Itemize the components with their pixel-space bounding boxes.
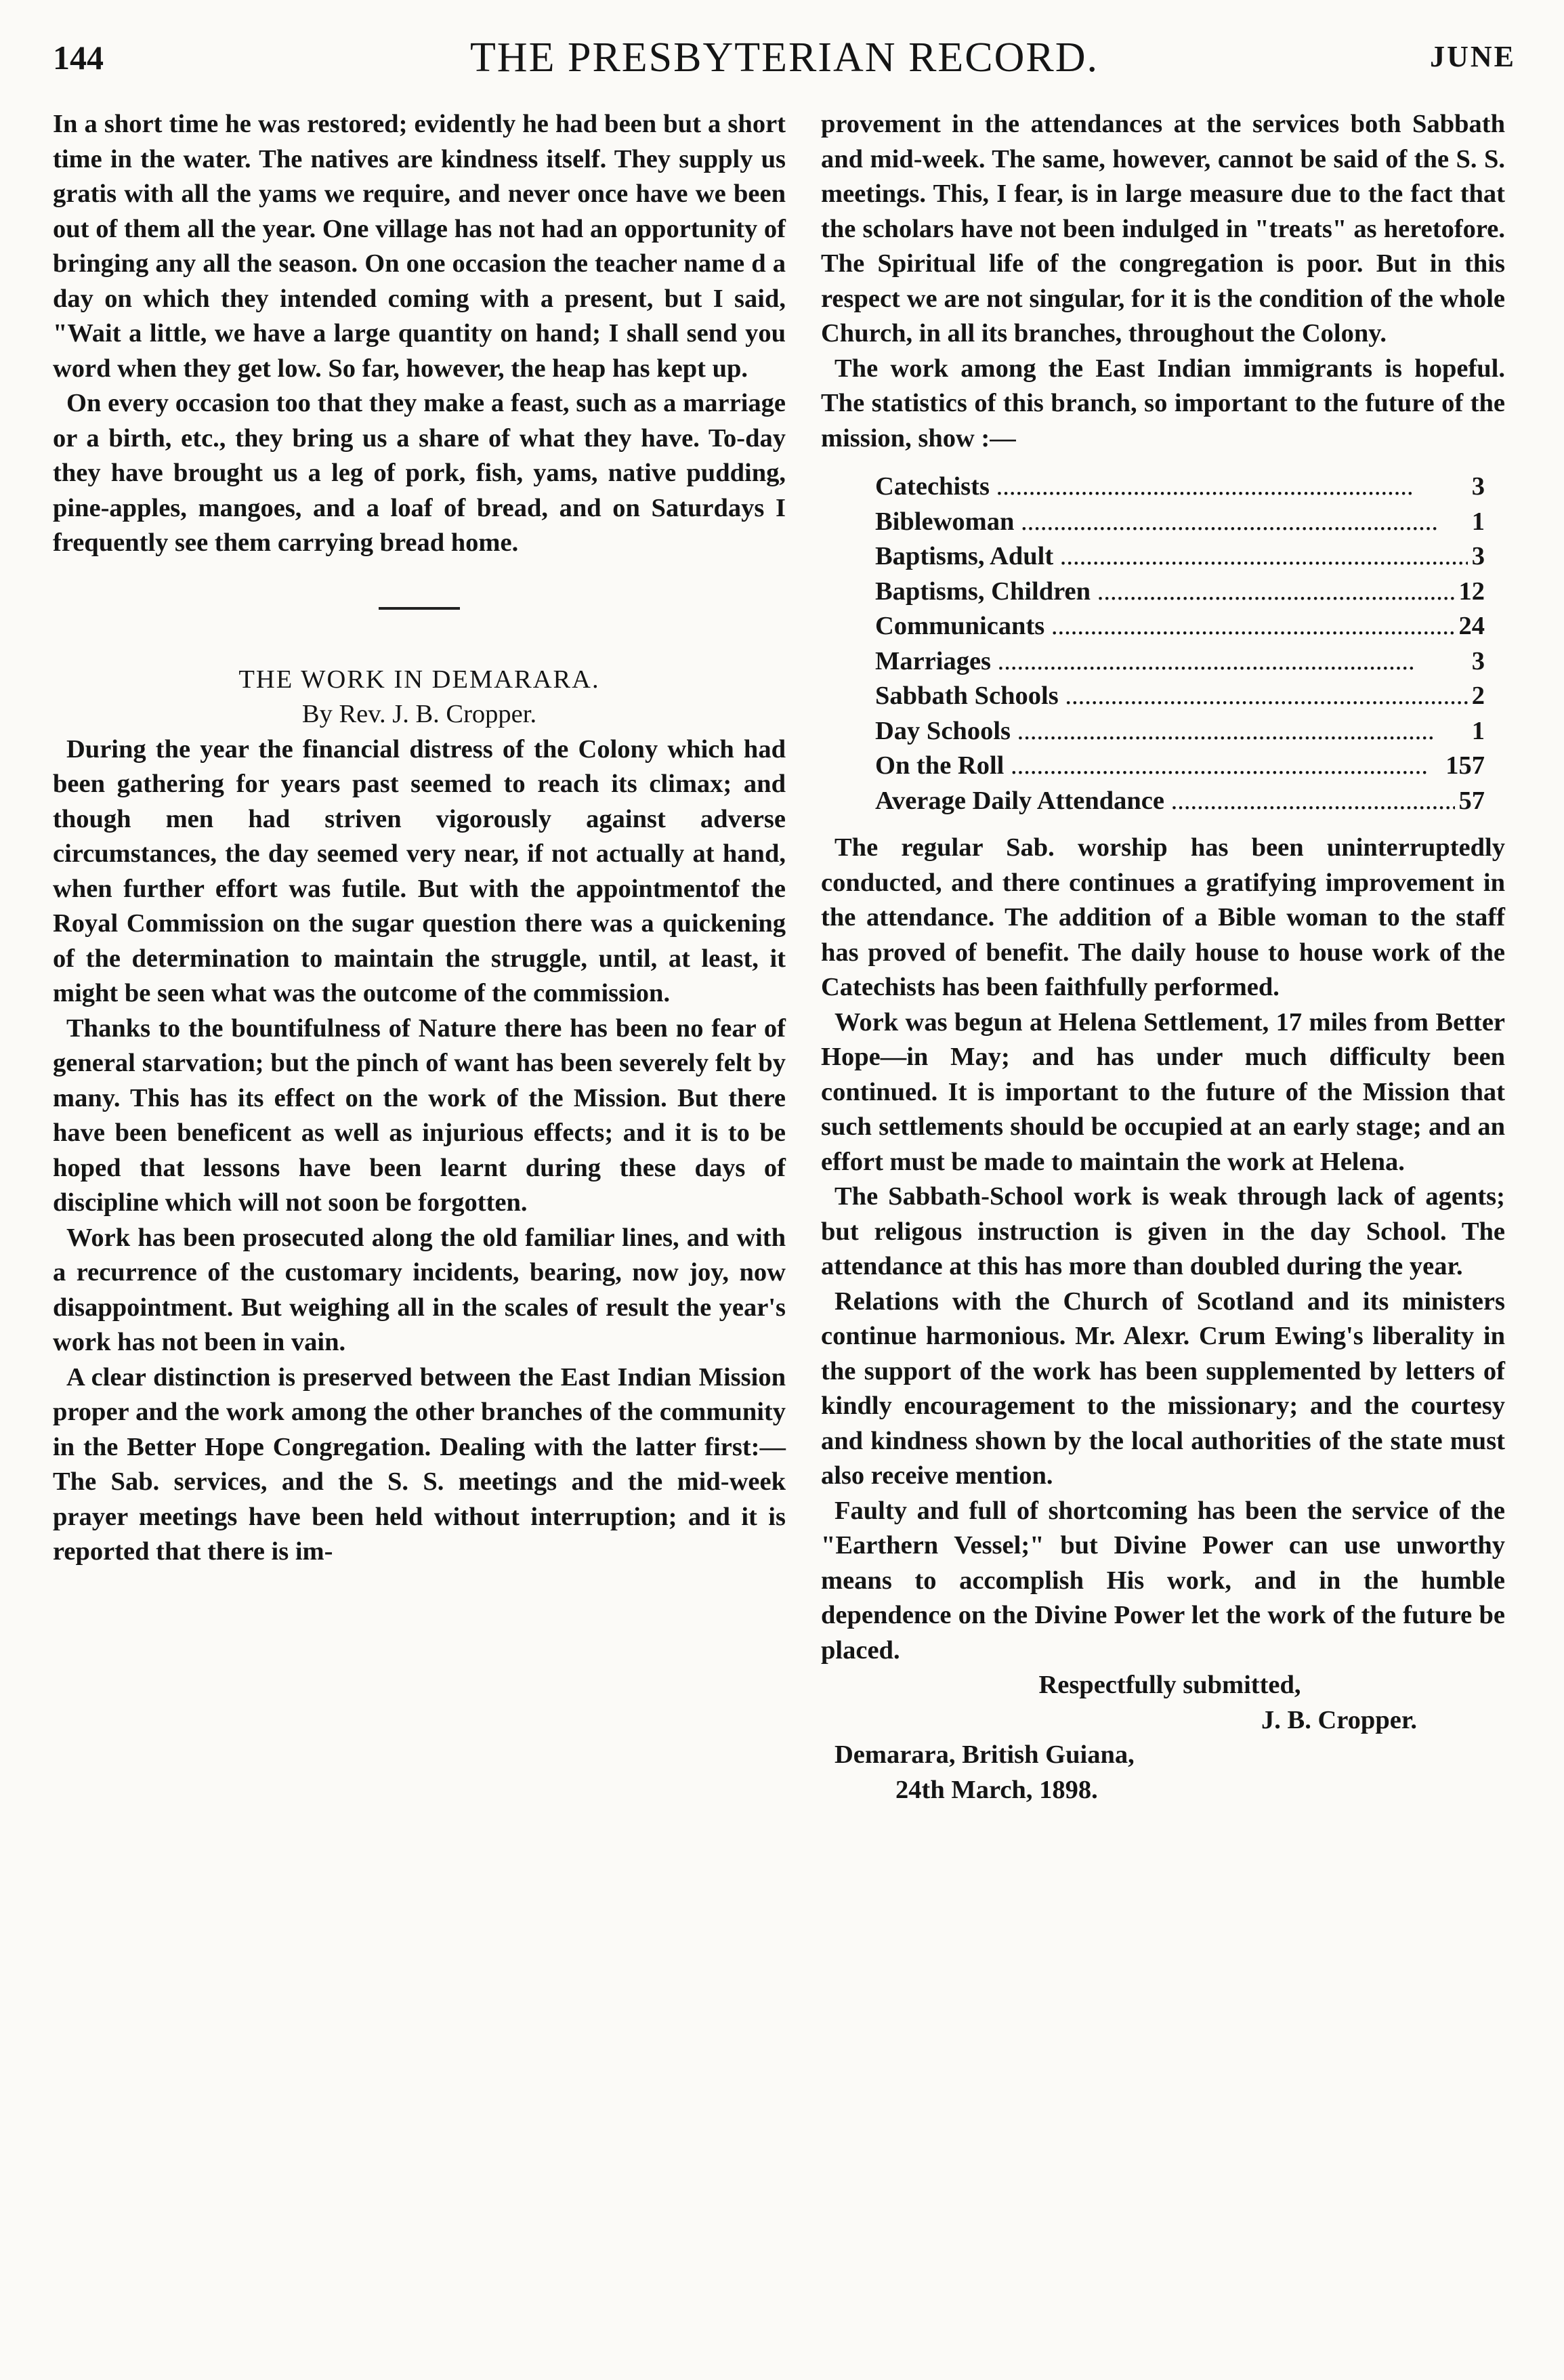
- stat-value: 3: [1471, 542, 1485, 570]
- stat-row: [875, 679, 1485, 714]
- stat-row: [875, 609, 1485, 644]
- stat-value: 157: [1445, 751, 1485, 780]
- article-paragraph: The work among the East Indian immigrants is hopeful. The statistics of this branch, so important to the future of the mission, show :—: [821, 354, 1505, 453]
- article-paragraph: Faulty and full of shortcoming has been the service of the "Earthern Vessel;" but Divine Power can use unworthy means to accomplish His work, and in the humble dependence on the Divine Power let the work of the future be placed.: [821, 1496, 1505, 1665]
- stat-label: Baptisms, Adult .....: [875, 539, 1468, 575]
- stat-value: 3: [1471, 472, 1485, 501]
- stat-value: 1: [1471, 507, 1485, 536]
- stat-value: 2: [1471, 682, 1485, 710]
- stat-row: [875, 539, 1485, 575]
- article-paragraph: Relations with the Church of Scotland and its ministers continue harmonious. Mr. Alexr. Crum Ewing's liberality in the support of the work has been supplemented by letters of kindly encouragement to the missionary; and the courtesy and kindness shown by the local authorities of the state must also receive mention.: [821, 1287, 1505, 1490]
- stat-row: [875, 575, 1485, 610]
- article-paragraph: Work was begun at Helena Settlement, 17 miles from Better Hope—in May; and has under much difficulty been continued. It is important to the future of the Mission that such settlements should be occupied at an early stage; and an effort must be made to maintain the work at Helena.: [821, 1007, 1505, 1176]
- stat-row: [875, 469, 1485, 505]
- article-paragraph: Thanks to the bountifulness of Nature there has been no fear of general starvation; but the pinch of want has been severely felt by many. This has its effect on the work of the Mission. But there have been beneficent as well as injurious effects; and it is to be hoped that lessons have been learnt during these days of discipline which will not soon be forgotten.: [53, 1014, 786, 1217]
- stat-label: Catechists .....: [875, 469, 1468, 505]
- stat-row: [875, 749, 1485, 784]
- right-column: [821, 107, 1505, 1808]
- stat-value: 12: [1458, 577, 1485, 606]
- dateline-date: 24th March, 1898.: [895, 1775, 1098, 1804]
- page-header: [53, 34, 1516, 88]
- stat-value: 24: [1458, 612, 1485, 640]
- statistics-table: [875, 469, 1485, 818]
- article-paragraph: The Sabbath-School work is weak through lack of agents; but religous instruction is given in the day School. The attendance at this has more than doubled during the year.: [821, 1182, 1505, 1280]
- stat-label: Baptisms, Children .....: [875, 575, 1455, 610]
- stat-label: Day Schools .....: [875, 714, 1468, 749]
- issue-month: JUNE: [1430, 40, 1516, 73]
- left-column: [53, 107, 786, 1570]
- dateline-place: Demarara, British Guiana,: [834, 1740, 1135, 1769]
- stat-label: Marriages .....: [875, 644, 1468, 680]
- stat-label: Average Daily Attendance .....: [875, 784, 1455, 819]
- stat-label: Sabbath Schools .....: [875, 679, 1468, 714]
- article-paragraph: The regular Sab. worship has been uninterruptedly conducted, and there continues a gratifying improvement in the attendance. The addition of a Bible woman to the staff has proved of benefit. The daily house to house work of the Catechists has been faithfully performed.: [821, 833, 1505, 1001]
- intro-paragraph: On every occasion too that they make a feast, such as a marriage or a birth, etc., they bring us a share of what they have. To-day they have brought us a leg of pork, fish, yams, native pudding, pine-apples, mangoes, and a loaf of bread, and on Saturdays I frequently see them carrying bread home.: [53, 389, 786, 557]
- article-paragraph: Work has been prosecuted along the old familiar lines, and with a recurrence of the customary incidents, bearing, now joy, now disappointment. But weighing all in the scales of result the year's work has not been in vain.: [53, 1223, 786, 1356]
- stat-value: 3: [1471, 646, 1485, 675]
- stat-value: 1: [1471, 716, 1485, 745]
- article-paragraph: A clear distinction is preserved between the East Indian Mission proper and the work among the other branches of the community in the Better Hope Congregation. Dealing with the latter first:—The Sab. services, and the S. S. meetings and the mid-week prayer meetings have been held without interruption; and it is reported that there is im-: [53, 1362, 786, 1566]
- signature: J. B. Cropper.: [1261, 1705, 1417, 1734]
- signoff: Respectfully submitted,: [1038, 1671, 1301, 1699]
- article-paragraph: provement in the attendances at the services both Sabbath and mid-week. The same, however, cannot be said of the S. S. meetings. This, I fear, is in large measure due to the fact that the scholars have not been indulged in "treats" as heretofore. The Spiritual life of the congregation is poor. But in this respect we are not singular, for it is the condition of the whole Church, in all its branches, throughout the Colony.: [821, 110, 1505, 348]
- page-number: 144: [53, 39, 104, 77]
- stat-row: [875, 714, 1485, 749]
- stat-row: [875, 505, 1485, 540]
- stat-value: 57: [1458, 786, 1485, 815]
- section-divider: [379, 607, 460, 610]
- stat-label: Biblewoman .....: [875, 505, 1468, 540]
- article-title: THE WORK IN DEMARARA.: [238, 665, 600, 694]
- article-byline: By Rev. J. B. Cropper.: [301, 700, 537, 728]
- article-paragraph: During the year the financial distress of the Colony which had been gathering for years past seemed to reach its climax; and though men had striven vigorously against adverse circumstances, the day seemed very near, if not actually at hand, when further effort was futile. But with the appointmentof the Royal Commission on the sugar question there was a quickening of the determination to maintain the struggle, until, at least, it might be seen what was the outcome of the commission.: [53, 734, 786, 1007]
- stat-label: On the Roll .....: [875, 749, 1441, 784]
- stat-row: [875, 644, 1485, 680]
- stat-row: [875, 784, 1485, 819]
- intro-paragraph: In a short time he was restored; evidently he had been but a short time in the water. The natives are kindness itself. They supply us gratis with all the yams we require, and never once have we been out of them all the year. One village has not had an opportunity of bringing any all the season. On one occasion the teacher name d a day on which they intended coming with a present, but I said, "Wait a little, we have a large quantity on hand; I shall send you word when they get low. So far, however, the heap has kept up.: [53, 110, 786, 383]
- publication-title: THE PRESBYTERIAN RECORD.: [469, 35, 1099, 81]
- stat-label: Communicants .....: [875, 609, 1455, 644]
